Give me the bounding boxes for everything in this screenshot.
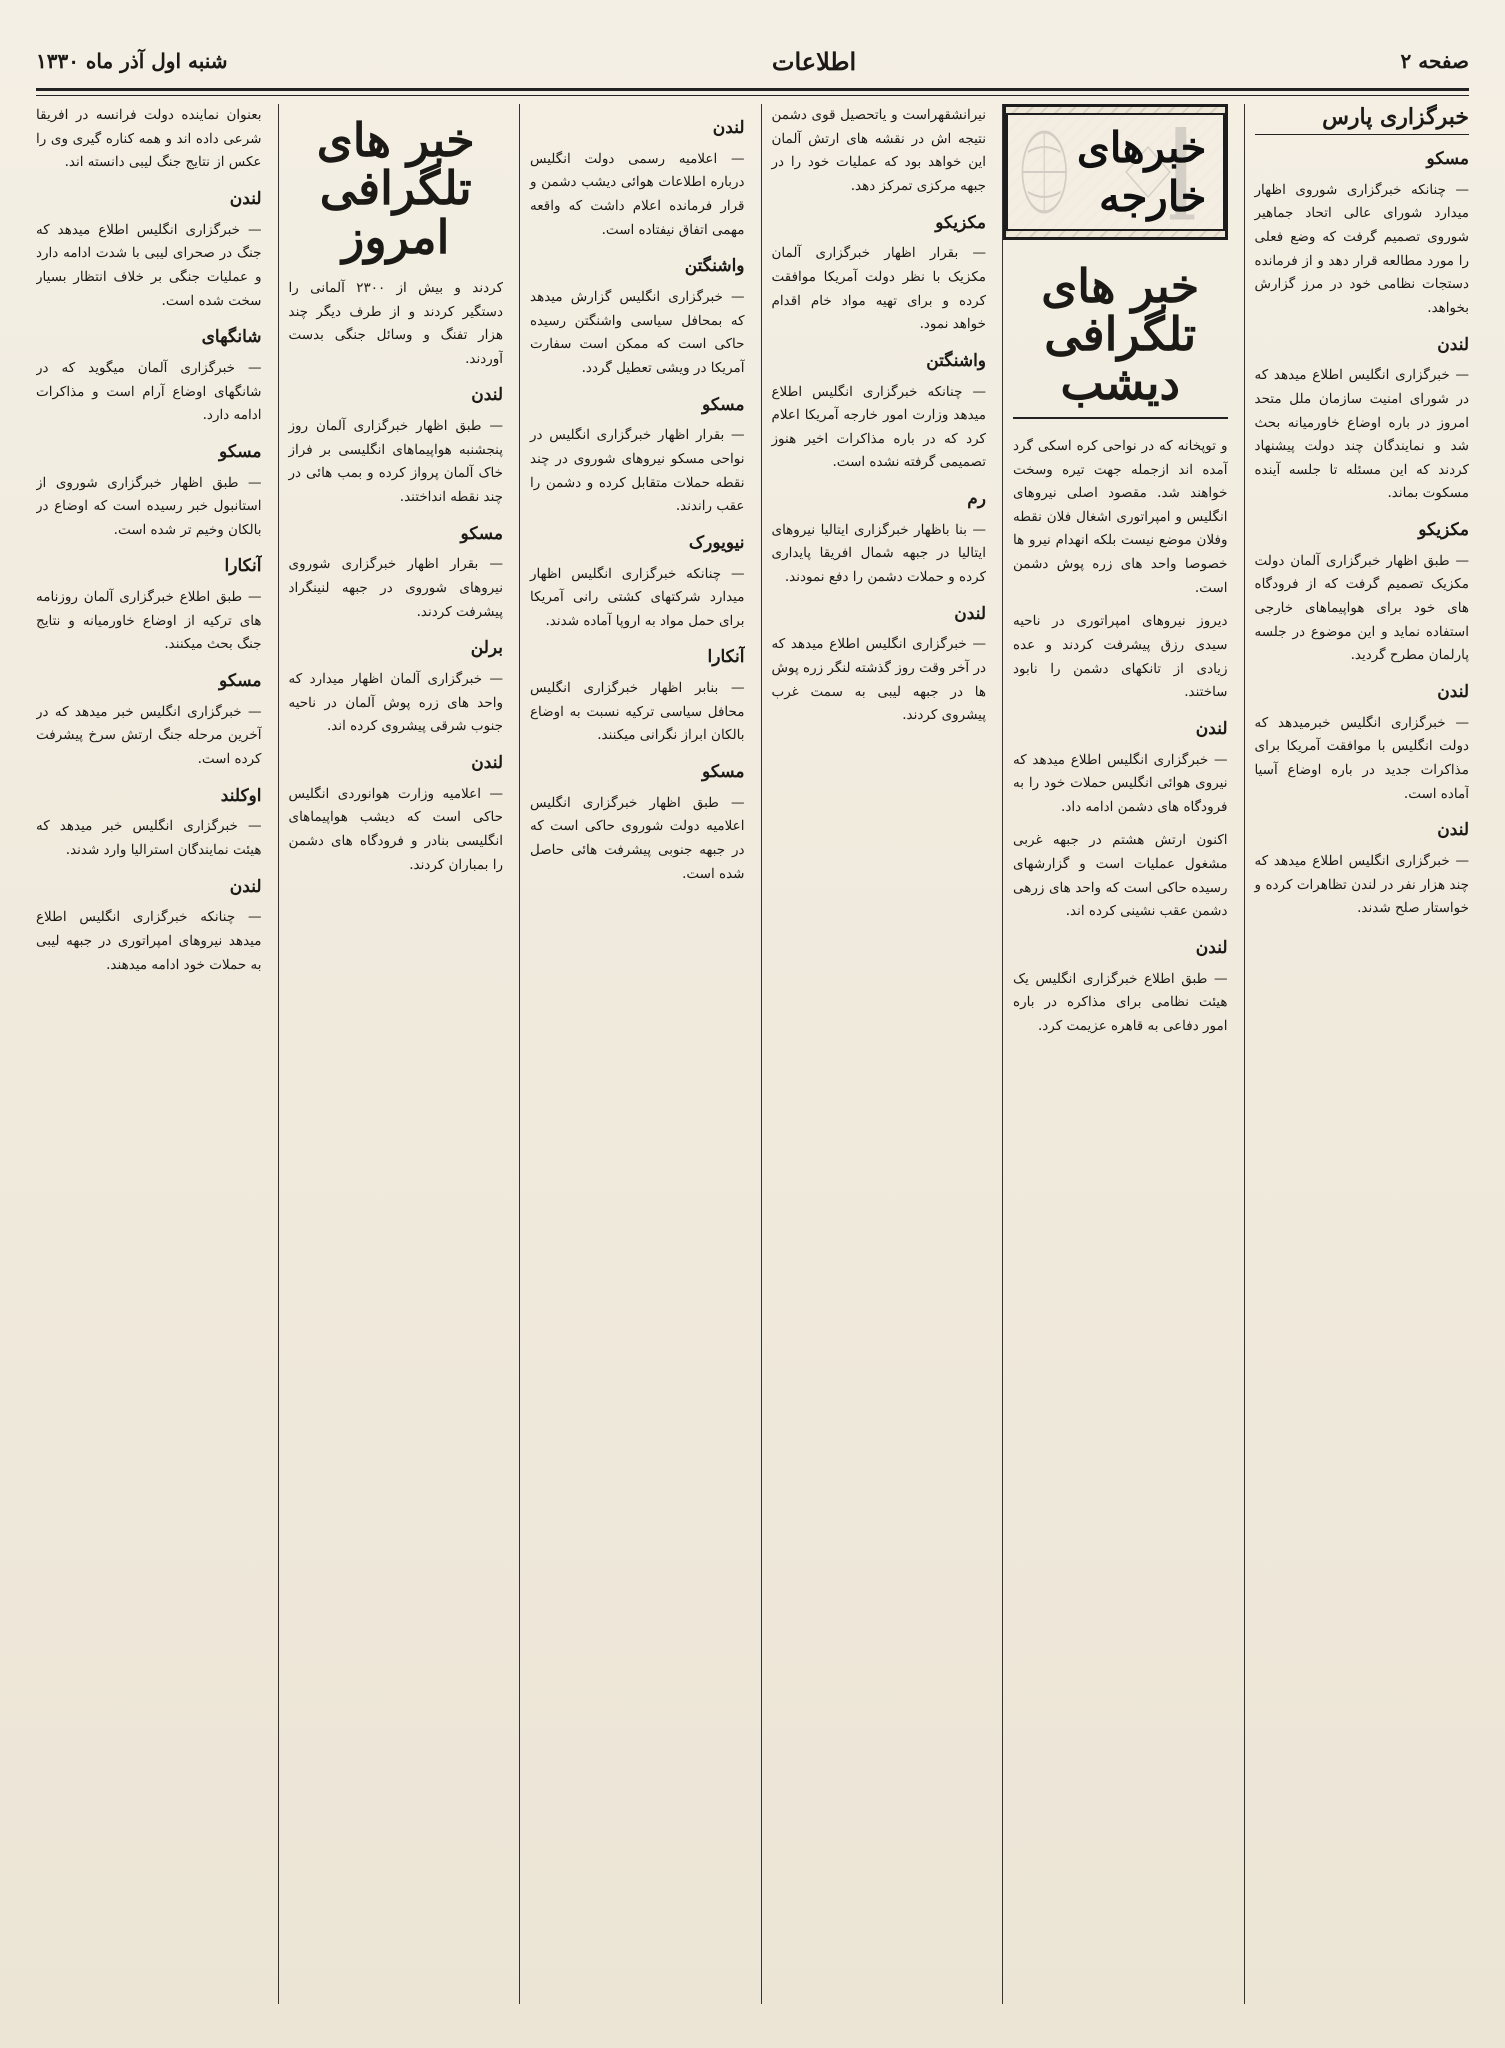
- headline-today: خبر های تلگرافی امروز: [316, 113, 475, 264]
- dateline: واشنگتن: [684, 256, 745, 277]
- news-item: — طبق اطلاع خبرگزاری انگلیس یک هیئت نظامی برای مذاکره در باره امور دفاعی به قاهره عزیمت کرد.: [1013, 970, 1228, 1034]
- dateline: مکزیکو: [1418, 520, 1469, 540]
- news-item: — خبرگزاری انگلیس خبرمیدهد که دولت انگلیس با موافقت آمریکا برای مذاکرات جدید در باره اوضاع آسیا آماده است.: [1254, 714, 1469, 802]
- masthead-right: صفحه ۲: [1400, 49, 1469, 73]
- masthead: [36, 34, 1469, 91]
- news-item: کردند و بیش از ۲۳۰۰ آلمانی را دستگیر کردند و از طرف دیگر چند هزار تفنگ و وسائل جنگی بدست آوردند.: [288, 279, 503, 367]
- news-item: و توپخانه که در نواحی کره اسکی گرد آمده اند ازجمله جهت تیره وسخت خواهند شد. مقصود اصلی نیروهای انگلیس و امپراتوری اشغال فلان نقطه وفلان موضع نیست بلکه انهدام نیرو ها خصوصا واحد های زره پوش دشمن است.: [1013, 437, 1228, 596]
- dateline: لندن: [1195, 937, 1228, 958]
- news-item: — چنانکه خبرگزاری انگلیس اطلاع میدهد نیروهای امپراتوری در جبهه لیبی به حملات خود ادامه میدهند.: [36, 909, 262, 973]
- news-item: — طبق اظهار خبرگزاری شوروی از استانبول خبر رسیده است که اوضاع در بالکان وخیم تر شده است.: [36, 474, 262, 538]
- news-item: — طبق اظهار خبرگزاری انگلیس اعلامیه دولت شوروی حاکی است که در جبهه جنوبی پیشرفت هائی حاصل شده است.: [530, 794, 745, 882]
- dateline: برلن: [470, 638, 503, 659]
- dateline: لندن: [954, 603, 986, 624]
- dateline: مسکو: [219, 441, 262, 462]
- hero-title: خبرهای خارجه: [1006, 113, 1225, 231]
- news-item: — خبرگزاری آلمان میگوید که در شانگهای اوضاع آرام است و مذاکرات ادامه دارد.: [36, 359, 262, 424]
- news-item: نیرانشقهراست و یاتحصیل قوی دشمن نتیجه اش در نقشه های ارتش آلمان این خواهد بود که عملیات خود را در جبهه مرکزی تمرکز دهد.: [771, 107, 986, 194]
- masthead-center: اطلاعات: [771, 46, 857, 76]
- dateline: نیویورک: [688, 532, 745, 553]
- news-item: — اعلامیه وزارت هوانوردی انگلیس حاکی است که دیشب هواپیماهای انگلیسی بنادر و فرودگاه های دشمن را بمباران کردند.: [288, 785, 503, 873]
- news-item: — طبق اطلاع خبرگزاری آلمان روزنامه های ترکیه از اوضاع خاورمیانه و نتایج جنگ بحث میکنند.: [36, 589, 262, 653]
- news-item: اکنون ارتش هشتم در جبهه غربی مشغول عملیات است و گزارشهای رسیده حاکی است که واحد های زرهی دشمن عقب نشینی کرده اند.: [1013, 832, 1228, 920]
- column-5: [278, 104, 504, 2004]
- dateline: لندن: [1437, 334, 1469, 355]
- dateline: آنکارا: [224, 556, 262, 577]
- column-6: [36, 104, 262, 2004]
- news-item: — خبرگزاری انگلیس اطلاع میدهد که چند هزار نفر در لندن تظاهرات کرده و خواستار صلح شدند.: [1254, 852, 1469, 917]
- dateline: مسکو: [219, 671, 262, 691]
- dateline: مکزیکو: [935, 212, 986, 233]
- dateline: لندن: [471, 752, 503, 773]
- dateline: اوکلند: [220, 785, 262, 806]
- dateline: آنکارا: [707, 647, 745, 668]
- dateline: لندن: [1195, 718, 1228, 739]
- news-item: — چنانکه خبرگزاری انگلیس اطلاع میدهد وزارت امور خارجه آمریکا اعلام کرد که در باره مذاکرات اخیر هنوز تصمیمی گرفته نشده است.: [771, 383, 986, 471]
- column-3-body: [772, 104, 987, 728]
- news-item: دیروز نیروهای امپراتوری در ناحیه سیدی رزق پیشرفت کردند و عده زیادی از تانکهای دشمن را نابود ساختند.: [1013, 613, 1228, 701]
- dateline: مسکو: [1426, 149, 1469, 169]
- section-label: خبرگزاری پارس: [1255, 104, 1470, 135]
- column-2-body: [1013, 435, 1228, 1039]
- dateline: لندن: [471, 385, 503, 406]
- dateline: مسکو: [460, 523, 503, 544]
- news-item: — چنانکه خبرگزاری شوروی اظهار میدارد شورای عالی اتحاد جماهیر شوروی تصمیم گرفت که وضع فعلی را مورد مطالعه قرار دهد و از فرمانده دستجات نظامی خود در مرز گزارش بخواهد.: [1254, 181, 1469, 316]
- column-2: [1002, 104, 1228, 2004]
- news-item: — بقرار اظهار خبرگزاری شوروی نیروهای شوروی در جبهه لنینگراد پیشرفت کردند.: [288, 556, 503, 620]
- news-item: — خبرگزاری انگلیس اطلاع میدهد که در شورای امنیت سازمان ملل متحد امروز در باره اوضاع خاورمیانه بحث شد و نمایندگان چند دولت پیشنهاد کردند که این مسئله تا جلسه آینده مسکوت بماند.: [1254, 367, 1469, 502]
- dateline: لندن: [229, 188, 262, 209]
- news-item: — خبرگزاری انگلیس اطلاع میدهد که جنگ در صحرای لیبی با شدت ادامه دارد و عملیات جنگی بر خلاف انتظار بسیار سخت شده است.: [36, 221, 262, 309]
- news-item: — چنانکه خبرگزاری انگلیس اظهار میدارد شرکتهای کشتی رانی آمریکا برای حمل مواد به اروپا آماده شدند.: [530, 565, 745, 629]
- news-item: — بقرار اظهار خبرگزاری انگلیس در نواحی مسکو نیروهای شوروی در چند نقطه حملات متقابل کرده و دشمن را عقب راندند.: [530, 427, 745, 515]
- news-item: — بقرار اظهار خبرگزاری آلمان مکزیک با نظر دولت آمریکا موافقت کرده و برای تهیه مواد خام اقدام خواهد نمود.: [771, 245, 986, 333]
- column-5-body: [289, 277, 504, 877]
- news-item: — خبرگزاری انگلیس گزارش میدهد که بمحافل سیاسی واشنگتن رسیده حاکی است که ممکن است سفارت آمریکا در ویشی تعطیل گردد.: [530, 289, 745, 376]
- news-item: — خبرگزاری انگلیس خبر میدهد که در آخرین مرحله جنگ ارتش سرخ پیشرفت کرده است.: [36, 703, 262, 767]
- dateline: واشنگتن: [926, 350, 986, 371]
- masthead-left: شنبه اول آذر ماه ۱۳۳۰: [36, 49, 228, 73]
- news-item: — خبرگزاری انگلیس اطلاع میدهد که نیروی هوائی انگلیس حملات خود را به فرودگاه های دشمن ادامه داد.: [1013, 751, 1228, 815]
- news-item: — اعلامیه رسمی دولت انگلیس درباره اطلاعات هوائی دیشب دشمن و قرار فرمانده اعلام داشت که واقعه مهمی اتفاق نیفتاده است.: [530, 150, 745, 238]
- dateline: مسکو: [702, 394, 745, 415]
- news-item: — خبرگزاری آلمان اظهار میدارد که واحد های زره پوش آلمان در ناحیه جنوب شرقی پیشروی کرده اند.: [288, 671, 503, 735]
- dateline: لندن: [229, 876, 262, 897]
- dateline: لندن: [1437, 820, 1469, 841]
- dateline: لندن: [712, 118, 745, 138]
- masthead-rule: [36, 95, 1469, 96]
- column-4-body: [530, 114, 745, 886]
- hero-panel: [1003, 104, 1228, 240]
- column-1-body: [1255, 145, 1470, 921]
- news-item: — طبق اظهار خبرگزاری آلمان دولت مکزیک تصمیم گرفت که از فرودگاه های خود برای هواپیماهای خارجی استفاده نماید و این موضوع در جلسه پارلمان مطرح گردید.: [1254, 552, 1469, 664]
- news-item: — بنابر اظهار خبرگزاری انگلیس محافل سیاسی ترکیه نسبت به اوضاع بالکان ابراز نگرانی میکنند.: [530, 680, 745, 744]
- headline-last-night: خبر های تلگرافی دیشب: [1013, 262, 1228, 419]
- column-1: [1244, 104, 1470, 2004]
- column-4: [519, 104, 745, 2004]
- dateline: شانگهای: [201, 327, 262, 348]
- news-item: — خبرگزاری انگلیس اطلاع میدهد که در آخر وقت روز گذشته لنگر زره پوش ها در جبهه لیبی به سمت غرب پیشروی کردند.: [771, 636, 986, 724]
- news-item: — خبرگزاری انگلیس خبر میدهد که هیئت نمایندگان استرالیا وارد شدند.: [36, 818, 262, 858]
- news-item: — بنا باظهار خبرگزاری ایتالیا نیروهای ایتالیا در جبهه شمال افریقا پایداری کرده و حملات دشمن را دفع نمودند.: [771, 521, 986, 585]
- dateline: لندن: [1437, 681, 1469, 702]
- news-columns: [36, 104, 1469, 2004]
- dateline: رم: [967, 489, 986, 509]
- column-6-body: [36, 104, 262, 977]
- news-item: — طبق اظهار خبرگزاری آلمان روز پنجشنبه هواپیماهای انگلیسی بر فراز خاک آلمان پرواز کرده و بمب هائی در چند نقطه انداختند.: [288, 418, 503, 506]
- dateline: مسکو: [702, 762, 745, 782]
- news-item: بعنوان نماینده دولت فرانسه در افریقا شرعی داده اند و همه کناره گیری وی را عکس از نتایج جنگ لیبی دانسته اند.: [36, 107, 262, 171]
- column-3: [761, 104, 987, 2004]
